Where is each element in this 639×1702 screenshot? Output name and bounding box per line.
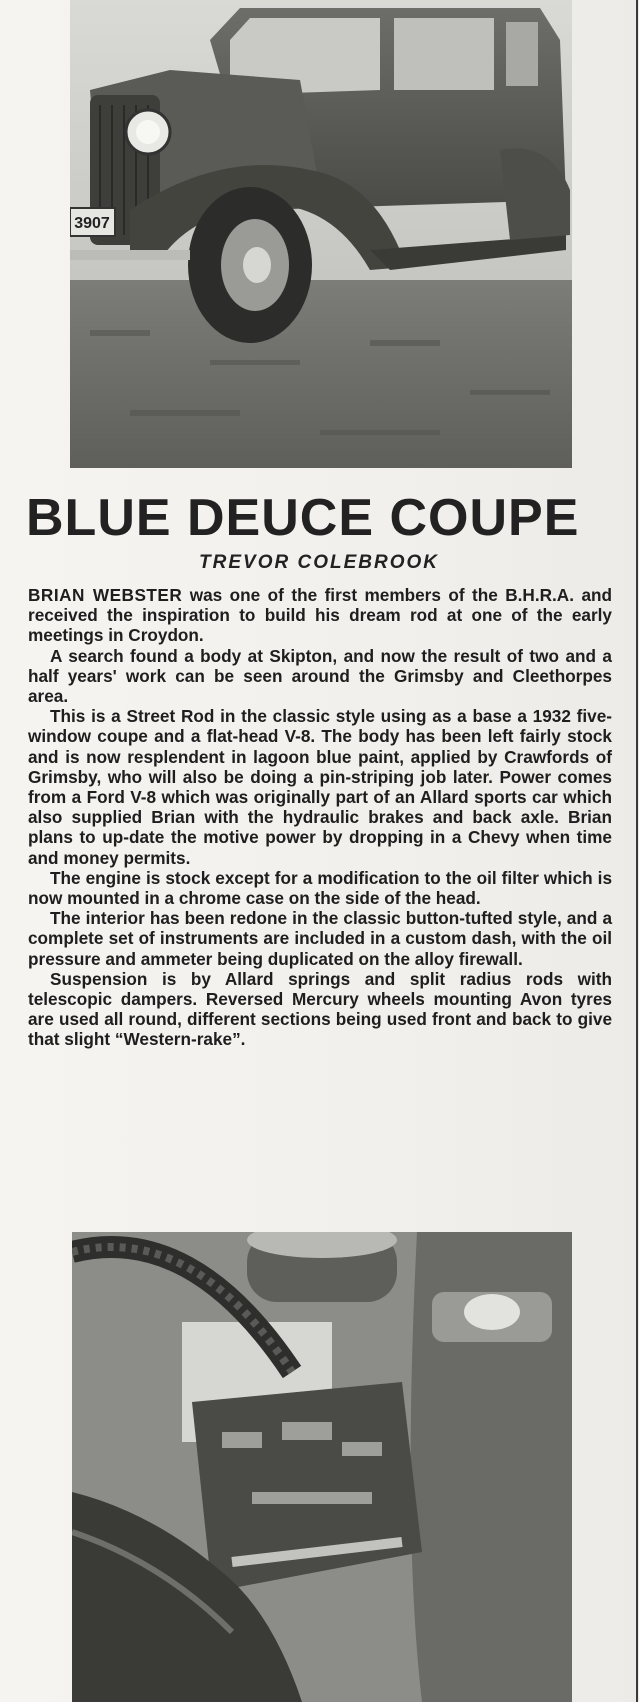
paragraph-1-text: was one of the first members of the B.H.R.A. and received the inspiration to build his dream rod at one of the early meetings in Croydon. [28,585,612,646]
lead-name: BRIAN WEBSTER [28,585,183,605]
paragraph-6: Suspension is by Allard springs and split radius rods with telescopic dampers. Reversed Mercury wheels mounting Avon tyres are used all round, different sections being used front and back to give that slight “Western-rake”. [28,968,612,1050]
engine-photo [72,1232,572,1702]
article-title: BLUE DEUCE COUPE [26,489,580,547]
article-body [28,585,612,1050]
paragraph-1 [28,585,612,646]
paragraph-4: The engine is stock except for a modification to the oil filter which is now mounted in a chrome case on the side of the head. [28,867,612,909]
paragraph-2: A search found a body at Skipton, and now the result of two and a half years' work can be seen around the Grimsby and Cleethorpes area. [28,645,612,707]
article-byline: TREVOR COLEBROOK [199,552,439,573]
coupe-photo [70,0,572,468]
paragraph-3: This is a Street Rod in the classic style using as a base a 1932 five-window coupe and a flat-head V-8. The body has been left fairly stock and is now resplendent in lagoon blue paint, applied by Crawfords of Grimsby, who will also be doing a pin-striping job later. Power comes from a Ford V-8 which was originally part of an Allard sports car which also supplied Brian with the hydraulic brakes and back axle. Brian plans to up-date the motive power by dropping in a Chevy when time and money permits. [28,706,612,868]
column-rule [636,0,638,1702]
license-plate-text: 3907 [74,215,110,232]
paragraph-5: The interior has been redone in the classic button-tufted style, and a complete set of instruments are included in a custom dash, with the oil pressure and ammeter being duplicated on the alloy firewall. [28,908,612,969]
